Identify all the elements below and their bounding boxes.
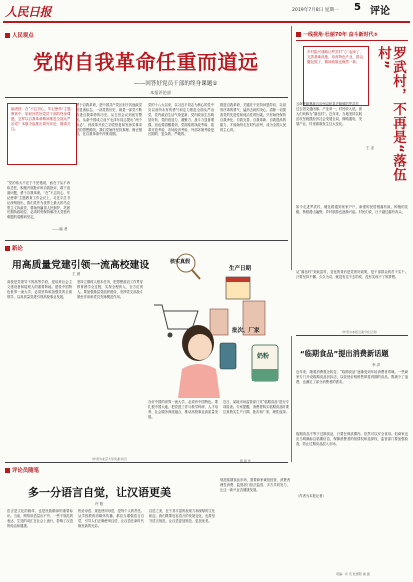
- illus-tag-milk-powder: 奶粉: [257, 353, 270, 360]
- top-story-headline[interactable]: 党的自我革命任重而道远: [33, 50, 259, 74]
- section-rule-mid: [5, 240, 288, 241]
- section-name: 评论: [370, 6, 390, 17]
- sidebar-rule: [296, 40, 408, 41]
- sidebar-source-note: （作者为本报云南分社记者）: [340, 330, 380, 334]
- right-story-source-block: （作者为本报记者）: [296, 494, 326, 498]
- bottom-story-headline[interactable]: 多一分语言自觉，让汉语更美: [28, 486, 171, 499]
- pullquote-text: 编者按：在“不忘初心、牢记使命”主题教育中，如何回答好党员干部的终身课题，怎样以自我革命精神推进全面从严治党？本版今起推出系列评论，敬请关注。: [11, 107, 71, 131]
- top-story-byline: 本报评论部: [150, 90, 171, 95]
- illus-tag-batch-maker: 批次、厂家: [232, 328, 260, 334]
- woman-face: [188, 334, 212, 360]
- issue-date: 2019年7月8日 星期一: [292, 8, 339, 13]
- middle-story-column-3: 办好中国的世界一流大学，必须有中国特色。要扎根中国大地，把党建工作与教学科研、人才培养、社会服务深度融合，推动高校事业高质量发展。: [148, 400, 218, 419]
- newspaper-logo: 人民日报: [5, 5, 52, 19]
- top-story-column-3: 党的十八大以来，以习近平同志为核心的党中央以前所未有的勇气和定力推进全面从严治党，党内政治生活气象更新，党内政治生态明显好转，党的创造力、凝聚力、战斗力显著增强。但也要清醒看到，党面临的执政考验、改革开放考验、市场经济考验、外部环境考验是长期的、复杂的、严峻的。: [148, 103, 214, 137]
- right-story-body-2: 临期食品不等于过期食品，只要在保质期内，依然可以安全食用。但商家也应当明确标注临期信息，保障消费者的知情权和选择权，监管部门要加强检查，防止过期食品混入市场。: [296, 432, 408, 446]
- middle-story-headline[interactable]: 用高质量党建引领一流高校建设: [12, 260, 150, 271]
- sidebar-pullquote: [303, 46, 369, 106]
- right-story-body-3: 规范临期食品市场，需要商家诚信经营、消费者理性消费、监管部门依法监管，多方共同发力，让这一新兴业态健康发展。: [220, 478, 290, 492]
- bottom-story-column-3: 汉语之美，在于其丰富的表现力和深厚的文化积淀。我们既要包容语言的发展变化，也要坚守语言规范，让汉语更加规范、更加优美。: [149, 509, 215, 523]
- right-story-byline: 李 洪: [372, 363, 381, 367]
- top-story-column-4: 推进自我革命，关键在于坚持问题导向，以刮骨疗毒的勇气、猛药去疴的决心，清除一切损害党的先进性和纯洁性的因素。只有始终保持自我净化、自我完善、自我革新、自我提高的能力，才能始终走在时代前列，成为全国人民的主心骨。: [220, 103, 286, 132]
- headline-rule: [5, 97, 288, 98]
- woman-shirt: [178, 364, 220, 398]
- right-story-body-1: 近年来，随着消费观念转变，“临期食品”逐渐受到年轻消费者青睐。一些商家专门开设临期食品折扣店，以较低价格销售即将到期的食品，既减少了浪费，也满足了部分消费者的需求。: [296, 370, 408, 384]
- sidebar-author: 王 亚: [366, 146, 375, 150]
- middle-story-source: （作者为北京大学党委书记）: [90, 457, 130, 461]
- pullquote-signature: ——编 者: [52, 227, 68, 231]
- column-divider: [291, 26, 292, 270]
- milk-can-label: [252, 369, 278, 381]
- column-tag-new-theory: 新论: [5, 244, 23, 252]
- masthead-rule: [3, 21, 410, 23]
- section-rule-right: [296, 335, 408, 336]
- bottom-story-byline: 许 阳: [95, 502, 104, 506]
- page-number: 5: [354, 2, 361, 13]
- top-story-subhead: ——回答好党员干部的终身课题①: [134, 81, 218, 87]
- illustration-credit: 程 硕 作: [240, 459, 251, 463]
- bottom-story-column-2: 热爱母语、规范使用母语，是每个人的责任。从学校教育到媒体传播，都应当增强语言自觉，引导人们正确使用汉语，让汉语在新时代焕发新的光彩。: [78, 509, 144, 528]
- editor-line: 责编：许 庆 杜德阳 鲁 振: [336, 572, 370, 576]
- cart-wheel: [168, 333, 173, 338]
- middle-story-column-1: 高校是党领导下的高等学府，是培养社会主义建设者和接班人的重要阵地。建设中国特色世界一流大学，必须坚持和加强党的全面领导，以高质量党建引领高校事业发展。: [7, 280, 72, 299]
- right-story-headline[interactable]: “临期食品”提出消费新话题: [300, 349, 389, 358]
- cartoon-illustration: [148, 243, 290, 398]
- sidebar-body-1: 云南楚雄彝族自治州双柏县法脿镇的罗武村，过去因交通闭塞、产业单一，村民收入低，被人们戏称为“落伍村”。近年来，当地坚持以脱贫攻坚统揽经济社会发展全局，修路通电、发展产业，村里面貌发生巨大变化。: [296, 102, 362, 126]
- sidebar-title[interactable]: 罗武村，不再是“落伍村”: [375, 46, 406, 182]
- top-story-column-2: 勇于自我革命，是中国共产党区别于其他政党的显著标志。一部党的历史，就是一部党不断推进自我革命的历史。从古田会议到延安整风，从新中国成立前夕毛泽东同志提出“两个务必”，到改革开放之初党恢复和发扬实事求是的思想路线，我们党始终坚持真理、修正错误，在自我革命中淬炼成钢。: [76, 103, 142, 137]
- column-tag-frontline: 一线视角·壮丽70年 奋斗新时代⑤: [296, 31, 378, 38]
- top-story-pullquote: [7, 103, 77, 165]
- illus-tag-verify: 核实真假: [170, 259, 191, 265]
- middle-story-column-2: 坚持立德树人根本任务，把思想政治工作贯穿教育教学全过程，实现全程育人、全方位育人。要加强基层党组织建设，发挥党支部战斗堡垒作用和党员先锋模范作用。: [77, 280, 143, 299]
- section-rule-bottom: [5, 462, 288, 463]
- column-tag-people-view: 人民观点: [5, 31, 34, 39]
- phone-icon: [220, 343, 236, 369]
- middle-story-byline: 王 晨: [72, 272, 81, 276]
- bottom-story-column-1: 语言是文化的载体，也是民族精神的重要标识。当前，网络用语层出不穷，一些不规范的表达、生造的词汇在社会上流行，影响了汉语的纯洁和健康。: [7, 509, 73, 528]
- sidebar-body-3: 从“落伍村”到致富村，变化的背后是党的好政策，是干部群众的苦干实干。只要坚持不懈、久久为功，就没有过不去的坎，没有实现不了的梦想。: [296, 270, 408, 279]
- sidebar-pullquote-text: 乡村振兴战略让罗武村“立”起来了，完善基础设施、培育特色产业，群众腰包鼓了，精神面貌也焕然一新。: [307, 50, 364, 64]
- illus-tag-production-date: 生产日期: [229, 266, 252, 272]
- illustration-caption: 近日，某地市场监管部门对“临期食品”进行专项检查。专家提醒，消费者购买临期食品时要注意核实生产日期、批次和厂家，理性选择。: [223, 400, 289, 414]
- cart-icon: [154, 305, 198, 329]
- top-story-column-1: “党的伟大不在于不犯错误，而在于从不讳疾忌医，积极开展批评和自我批评，敢于直面问题，勇于自我革命。”在“不忘初心、牢记使命”主题教育工作会议上，习近平总书记深刻指出，我们党作为世界上最大的马克思主义执政党，要始终赢得人民拥护、巩固长期执政地位，必须时刻保持解决大党独有难题的清醒和坚定。: [7, 181, 70, 220]
- building-shape: [210, 309, 228, 335]
- sidebar-body-2: 如今走进罗武村，硬化路通到家家户户，新建的民居错落有致，种植的花椒、核桃漫山遍野，乡村旅游也逐渐兴起。村民们说，日子越过越有奔头。: [296, 205, 408, 214]
- calendar-header: [226, 277, 250, 282]
- column-divider-lower: [291, 336, 292, 462]
- column-tag-commentator: 评论员随笔: [5, 466, 39, 474]
- magnifier-handle: [192, 270, 200, 279]
